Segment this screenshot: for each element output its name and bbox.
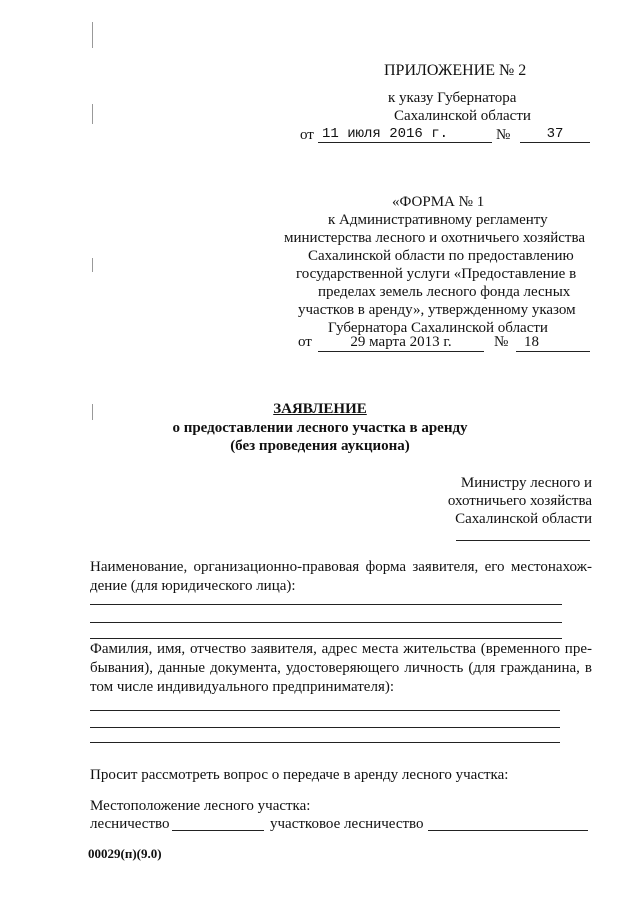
appendix-date-field: 11 июля 2016 г. [318, 126, 492, 143]
form-approved-line: участков в аренду», утвержденному указом [298, 302, 576, 318]
applicant-organization-label: Наименование, организационно-правовая форма заявителя, его местонахож-дение (для юридического лица): [90, 559, 592, 594]
addressee-line: Сахалинской области [455, 511, 592, 527]
form-from-label: от [298, 334, 312, 350]
form-provision-line: Сахалинской области по предоставлению [308, 248, 574, 264]
appendix-number-sign: № [496, 127, 511, 143]
addressee-line: Министру лесного и [460, 475, 592, 491]
form-regulation-line: к Административному регламенту [328, 212, 548, 228]
fill-line[interactable] [90, 710, 560, 711]
form-service-line: государственной услуги «Предоставление в [296, 266, 577, 282]
appendix-number-field: 37 [520, 126, 590, 143]
form-title: «ФОРМА № 1 [392, 194, 485, 210]
appendix-from-label: от [300, 127, 314, 143]
appendix-title: ПРИЛОЖЕНИЕ № 2 [384, 62, 527, 79]
fill-line[interactable] [90, 638, 562, 639]
form-ministry-line: министерства лесного и охотничьего хозяйства [284, 230, 586, 246]
form-governor-line: Губернатора Сахалинской области [328, 320, 548, 336]
fill-line[interactable] [90, 742, 560, 743]
statement-title: ЗАЯВЛЕНИЕ [273, 401, 367, 417]
form-date-field: 29 марта 2013 г. [318, 333, 484, 352]
form-lands-line: пределах земель лесного фонда лесных [318, 284, 571, 300]
statement-subtitle-auction: (без проведения аукциона) [230, 438, 410, 454]
request-text: Просит рассмотреть вопрос о передаче в аренду лесного участка: [90, 767, 509, 783]
applicant-person-label: Фамилия, имя, отчество заявителя, адрес места жительства (временного пре-бывания), данные документа, удостоверяющего личность (для гражданина, в том числе индивидуального предпринимателя): [90, 641, 592, 695]
addressee-signature-line [456, 540, 590, 541]
fill-line[interactable] [90, 727, 560, 728]
form-number-field: 18 [516, 333, 590, 352]
document-code: 00029(п)(9.0) [88, 846, 162, 861]
forestry-label: лесничество [90, 816, 170, 832]
form-number-sign: № [494, 334, 509, 350]
addressee-line: охотничьего хозяйства [447, 493, 592, 509]
scan-mark [92, 22, 93, 48]
statement-subtitle: о предоставлении лесного участка в аренду [172, 420, 468, 436]
fill-line[interactable] [90, 622, 562, 623]
appendix-decree-line: к указу Губернатора [388, 90, 517, 106]
district-forestry-label: участковое лесничество [270, 816, 424, 832]
scan-mark [92, 258, 93, 272]
scan-mark [92, 104, 93, 124]
fill-line[interactable] [90, 604, 562, 605]
forestry-field[interactable] [172, 830, 264, 831]
location-label: Местоположение лесного участка: [90, 798, 311, 814]
appendix-region-line: Сахалинской области [394, 108, 531, 124]
district-forestry-field[interactable] [428, 830, 588, 831]
